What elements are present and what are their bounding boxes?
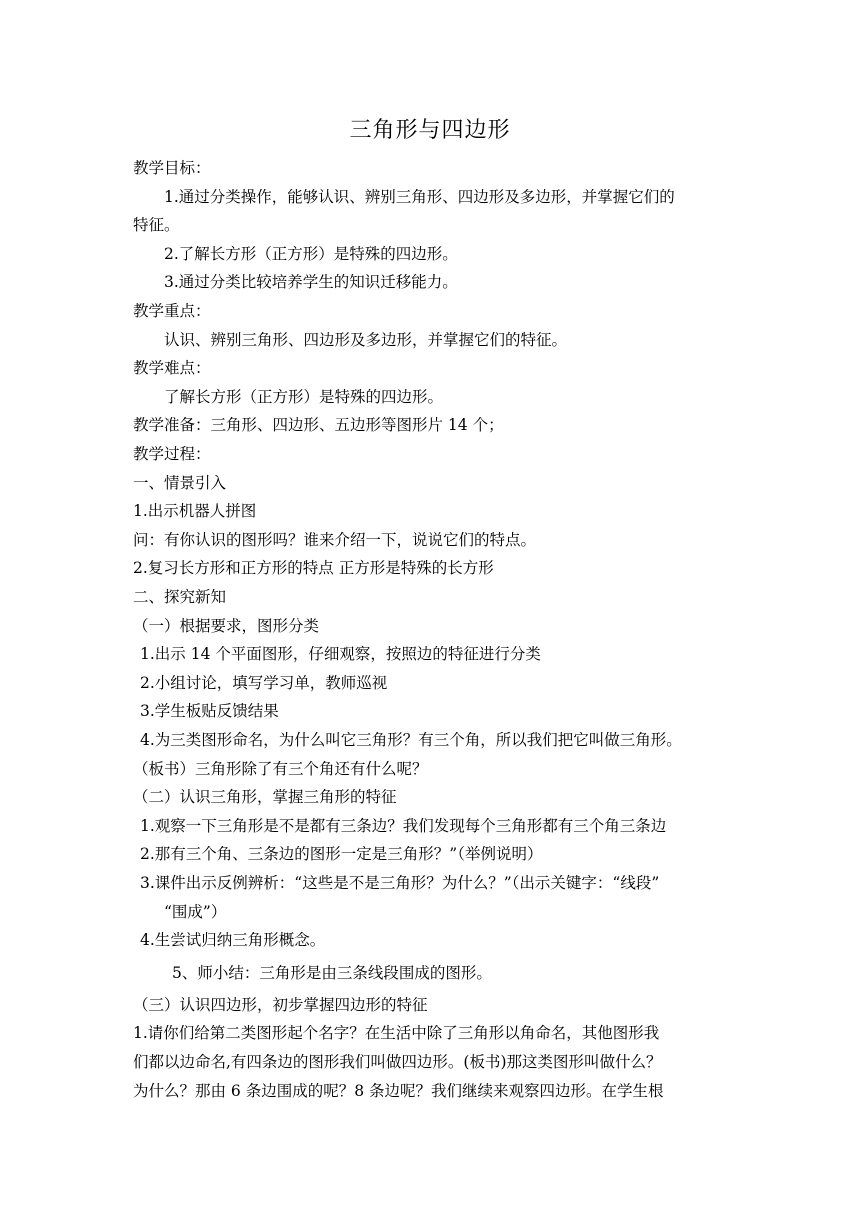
text-line: 教学过程：	[133, 445, 211, 463]
text-line: 了解长方形（正方形）是特殊的四边形。	[164, 388, 444, 406]
text-line: 3.课件出示反例辨析：“这些是不是三角形？为什么？”（出示关键字：“线段”	[140, 874, 660, 892]
text-line: 教学准备：三角形、四边形、五边形等图形片 14 个；	[133, 416, 504, 434]
text-line: “围成”）	[164, 903, 227, 921]
text-line: （一）根据要求，图形分类	[133, 617, 320, 635]
text-line: 4.生尝试归纳三角形概念。	[140, 931, 326, 949]
text-line: 5、师小结：三角形是由三条线段围成的图形。	[172, 964, 492, 982]
text-line: 4.为三类图形命名，为什么叫它三角形？有三个角，所以我们把它叫做三角形。	[140, 731, 682, 749]
text-line: 1.观察一下三角形是不是都有三条边？我们发现每个三角形都有三个角三条边	[140, 817, 667, 835]
text-line: （二）认识三角形，掌握三角形的特征	[133, 788, 397, 806]
text-line: 1.通过分类操作，能够认识、辨别三角形、四边形及多边形，并掌握它们的	[164, 188, 675, 206]
text-line: 问：有你认识的图形吗？谁来介绍一下，说说它们的特点。	[133, 531, 537, 549]
text-line: 为什么？那由 6 条边围成的呢？8 条边呢？我们继续来观察四边形。在学生根	[133, 1082, 664, 1100]
text-line: 一、情景引入	[133, 474, 227, 492]
text-line: 教学难点：	[133, 359, 211, 377]
text-line: 3.学生板贴反馈结果	[140, 702, 279, 720]
document-title: 三角形与四边形	[349, 118, 511, 143]
text-line: （板书）三角形除了有三个角还有什么呢？	[133, 760, 428, 778]
text-line: 们都以边命名,有四条边的图形我们叫做四边形。(板书)那这类图形叫做什么？	[133, 1053, 662, 1071]
text-line: 教学目标：	[133, 159, 211, 177]
text-line: 特征。	[133, 216, 180, 234]
text-line: 二、探究新知	[133, 588, 227, 606]
text-line: 2.了解长方形（正方形）是特殊的四边形。	[164, 245, 458, 263]
text-line: 3.通过分类比较培养学生的知识迁移能力。	[164, 273, 458, 291]
text-line: 认识、辨别三角形、四边形及多边形，并掌握它们的特征。	[164, 331, 568, 349]
text-line: 1.出示机器人拼图	[133, 502, 257, 520]
text-line: 1.出示 14 个平面图形，仔细观察，按照边的特征进行分类	[140, 645, 541, 663]
text-line: 2.那有三个角、三条边的图形一定是三角形？”（举例说明）	[140, 845, 543, 863]
text-line: 教学重点：	[133, 302, 211, 320]
text-line: 2.小组讨论，填写学习单，教师巡视	[140, 674, 388, 692]
text-line: 1.请你们给第二类图形起个名字？在生活中除了三角形以角命名，其他图形我	[133, 1024, 660, 1042]
text-line: 2.复习长方形和正方形的特点 正方形是特殊的长方形	[133, 559, 494, 577]
text-line: （三）认识四边形，初步掌握四边形的特征	[133, 996, 428, 1014]
